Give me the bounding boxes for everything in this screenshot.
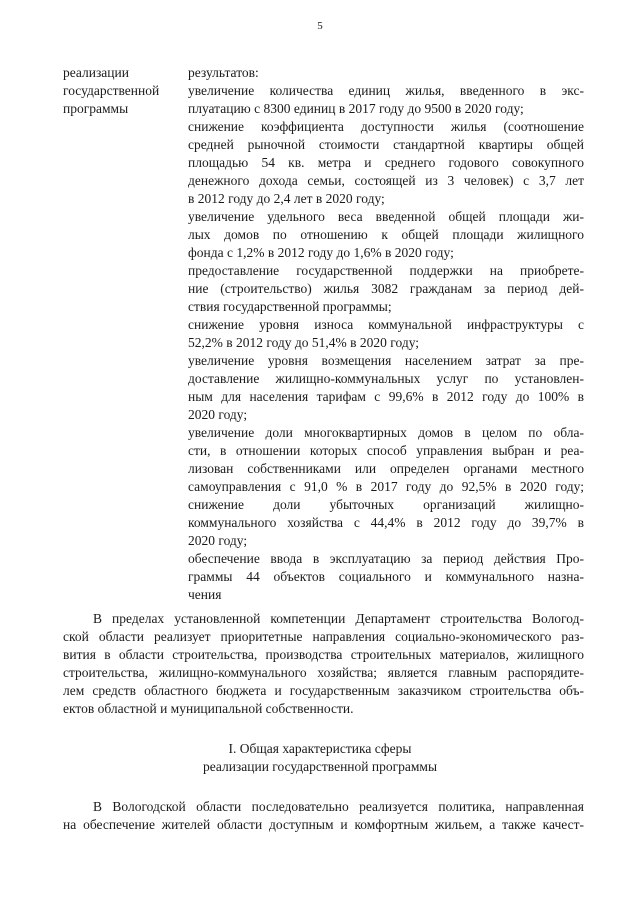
results-line: 52,2% в 2012 году до 51,4% в 2020 году; <box>188 335 420 350</box>
results-line: увеличение количества единиц жилья, введенного в экс- <box>188 83 584 98</box>
section-heading <box>0 740 640 776</box>
expected-results-list <box>188 64 584 604</box>
intro-paragraph <box>63 798 584 834</box>
results-line: в 2012 году до 2,4 лет в 2020 году; <box>188 191 385 206</box>
results-line: чения <box>188 587 222 602</box>
results-line: предоставление государственной поддержки на приобрете- <box>188 263 584 278</box>
results-line: снижение коэффициента доступности жилья (соотношение <box>188 119 584 134</box>
paragraph-line: лем средств областного бюджета и государственным заказчиком строительства объ- <box>63 683 584 698</box>
results-line: обеспечение ввода в эксплуатацию за период действия Про- <box>188 551 584 566</box>
paragraph-line: В Вологодской области последовательно реализуется политика, направленная <box>93 799 584 814</box>
table-left-label <box>63 64 183 118</box>
results-line: ние (строительство) жилья 3082 гражданам за период дей- <box>188 281 584 296</box>
results-line: 2020 году; <box>188 533 248 548</box>
results-line: лизован собственниками или определен органами местного <box>188 461 584 476</box>
left-label-line: реализации <box>63 65 129 80</box>
paragraph-line: ектов областной и муниципальной собственности. <box>63 701 354 716</box>
results-line: увеличение удельного веса введенной общей площади жи- <box>188 209 584 224</box>
results-line: самоуправления с 91,0 % в 2017 году до 92,5% в 2020 году; <box>188 479 584 494</box>
paragraph-line: строительства, жилищно-коммунального хозяйства; является главным распорядите- <box>63 665 584 680</box>
results-line: лых домов по отношению к общей площади жилищного <box>188 227 584 242</box>
results-line: денежного дохода семьи, состоящей из 3 человек) с 3,7 лет <box>188 173 584 188</box>
results-line: ствия государственной программы; <box>188 299 392 314</box>
results-line: граммы 44 объектов социального и коммунального назна- <box>188 569 584 584</box>
results-line: доставление жилищно-коммунальных услуг по установлен- <box>188 371 584 386</box>
left-label-line: государственной <box>63 83 160 98</box>
results-line: результатов: <box>188 65 259 80</box>
results-line: фонда с 1,2% в 2012 году до 1,6% в 2020 году; <box>188 245 454 260</box>
paragraph-line: ской области реализует приоритетные направления социально-экономического раз- <box>63 629 584 644</box>
results-line: 2020 году; <box>188 407 248 422</box>
results-line: снижение доли убыточных организаций жилищно- <box>188 497 584 512</box>
department-paragraph <box>63 610 584 718</box>
results-line: увеличение доли многоквартирных домов в целом по обла- <box>188 425 584 440</box>
results-line: средней рыночной стоимости стандартной квартиры общей <box>188 137 584 152</box>
results-line: увеличение уровня возмещения населением затрат за пре- <box>188 353 584 368</box>
results-line: снижение уровня износа коммунальной инфраструктуры с <box>188 317 584 332</box>
results-line: площадью 54 кв. метра и среднего годового совокупного <box>188 155 584 170</box>
paragraph-line: вития в области строительства, производства строительных материалов, жилищного <box>63 647 584 662</box>
page-number: 5 <box>317 20 323 32</box>
section-heading-line: реализации государственной программы <box>202 759 438 774</box>
paragraph-line: на обеспечение жителей области доступным и комфортным жильем, а также качест- <box>63 817 584 832</box>
paragraph-line: В пределах установленной компетенции Департамент строительства Вологод- <box>93 611 584 626</box>
left-label-line: программы <box>63 101 129 116</box>
section-heading-line: I. Общая характеристика сферы <box>228 741 412 756</box>
results-line: коммунального хозяйства с 44,4% в 2012 году до 39,7% в <box>188 515 584 530</box>
results-line: ным для населения тарифам с 99,6% в 2012 году до 100% в <box>188 389 584 404</box>
results-line: плуатацию с 8300 единиц в 2017 году до 9500 в 2020 году; <box>188 101 524 116</box>
results-line: сти, в отношении которых способ управления выбран и реа- <box>188 443 584 458</box>
